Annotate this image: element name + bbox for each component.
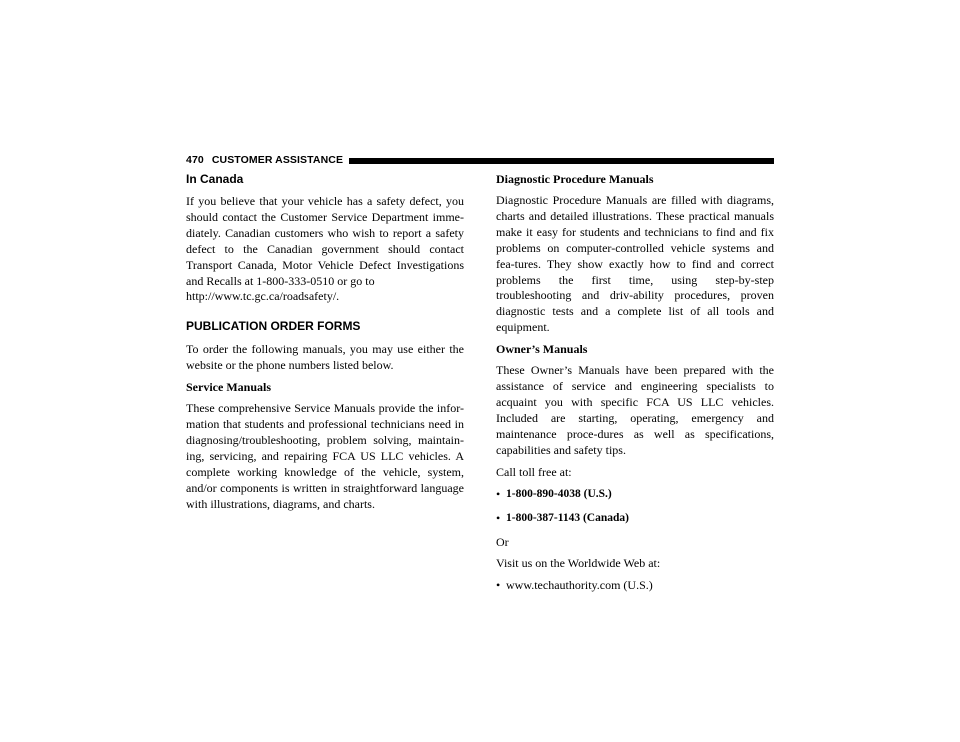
page-header	[186, 154, 774, 166]
list-item	[496, 487, 774, 502]
call-paragraph: Call toll free at:	[496, 464, 572, 479]
service-manuals-heading: Service Manuals	[186, 380, 271, 395]
bullet-icon: •	[496, 578, 501, 593]
publication-heading: PUBLICATION ORDER FORMS	[186, 319, 361, 334]
or-paragraph: Or	[496, 534, 509, 549]
diagnostic-paragraph: Diagnostic Procedure Manuals are filled with diagrams, charts and detailed illustrations. These practical manuals make it easy for students and technicians to find and fix problems on computer-controlled vehicle systems and fea-tures. They show exactly how to find and correct problems the first time, using step-by-step troubleshooting and driv-ability procedures, proven diagnostic tests and a complete list of all tools and equipment.	[496, 193, 774, 335]
web-list	[496, 578, 774, 593]
page-number: 470	[186, 154, 204, 166]
web-us-link[interactable]: www.techauthority.com (U.S.)	[506, 578, 653, 593]
service-manuals-paragraph: These comprehensive Service Manuals provide the infor-mation that students and professional technicians need in diagnosing/troubleshooting, problem solving, maintain-ing, servicing, and repairing FCA US LLC vehicles. A complete working knowledge of the vehicle, system, and/or components is written in straightforward language with illustrations, diagrams, and charts.	[186, 401, 464, 511]
canada-text: If you believe that your vehicle has a safety defect, you should contact the Customer Service Department imme-diately. Canadian customers who wish to report a safety defect to the Canadian government should contact Transport Canada, Motor Vehicle Defect Investigations and Recalls at 1-800-333-0510 or go to	[186, 194, 464, 288]
list-item	[496, 511, 774, 526]
bullet-icon: •	[496, 486, 501, 501]
diagnostic-heading: Diagnostic Procedure Manuals	[496, 172, 654, 186]
bullet-icon: •	[496, 510, 501, 525]
phone-list	[496, 487, 774, 526]
publication-paragraph: To order the following manuals, you may use either the website or the phone numbers listed below.	[186, 342, 464, 373]
canada-paragraph	[186, 194, 464, 305]
list-item	[496, 578, 774, 593]
section-title: CUSTOMER ASSISTANCE	[211, 154, 344, 166]
owners-heading: Owner’s Manuals	[496, 342, 588, 357]
canada-heading: In Canada	[186, 172, 244, 186]
visit-paragraph: Visit us on the Worldwide Web at:	[496, 556, 661, 571]
phone-us: 1-800-890-4038 (U.S.)	[506, 487, 612, 500]
owners-paragraph: These Owner’s Manuals have been prepared with the assistance of service and engineering specialists to acquaint you with specific FCA US LLC vehicles. Included are starting, operating, emergency and maintenance proce-dures as well as specifications, capabilities and safety tips.	[496, 363, 774, 457]
phone-canada: 1-800-387-1143 (Canada)	[506, 511, 629, 524]
right-column	[496, 172, 774, 602]
canada-url: http://www.tc.gc.ca/roadsafety/.	[186, 289, 340, 304]
header-rule	[349, 158, 774, 164]
left-column	[186, 172, 464, 519]
